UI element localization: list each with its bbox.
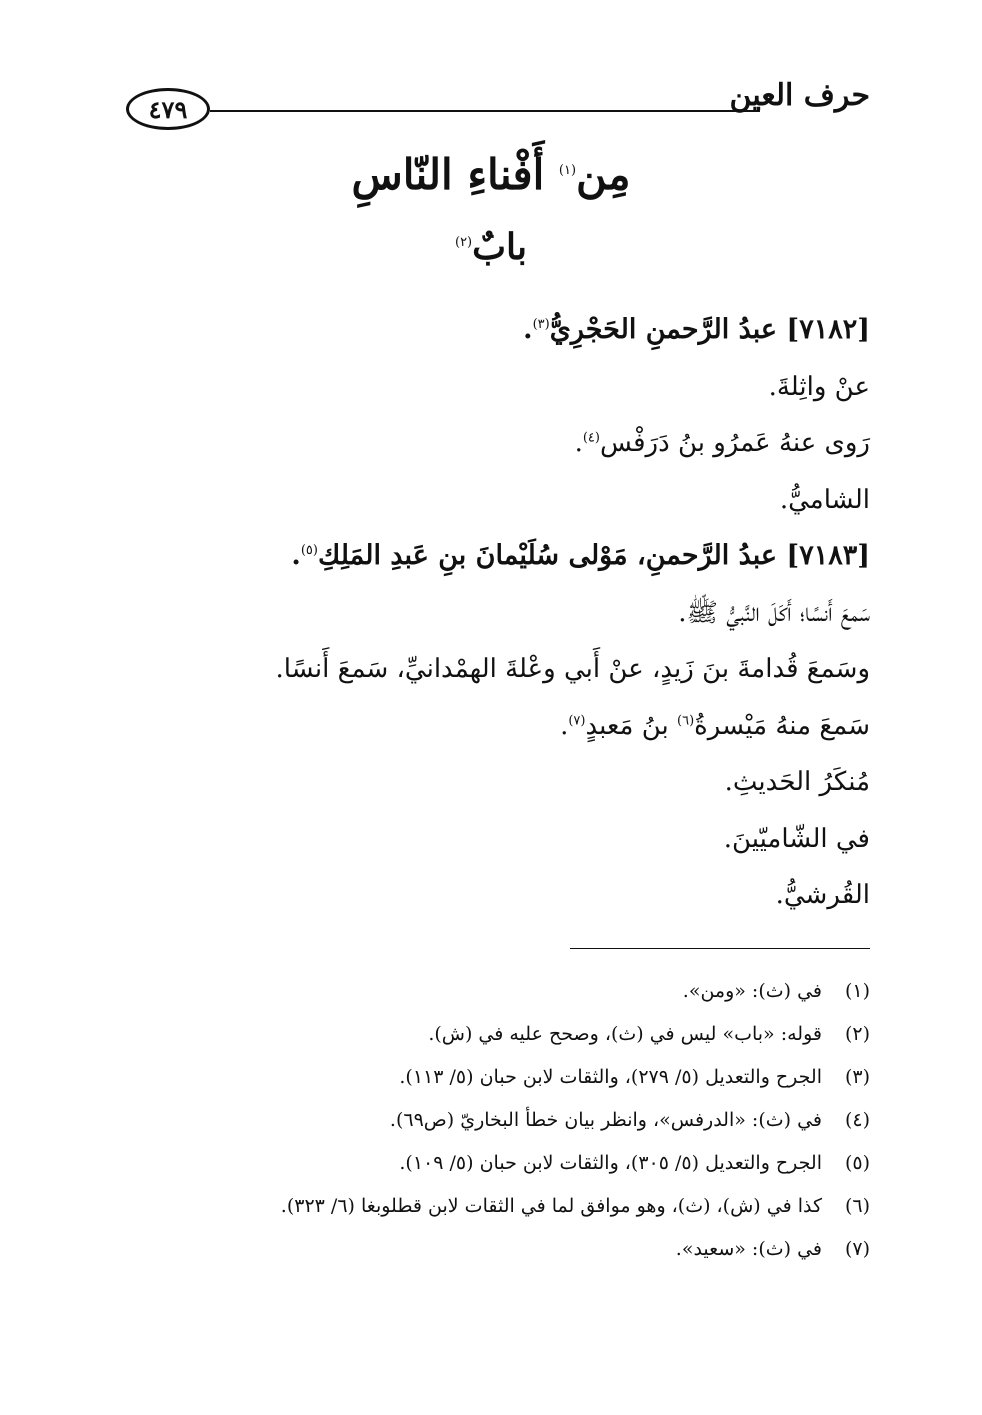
text-line: سَمعَ منهُ مَيْسرةُ$^{(٦)}$ بنُ مَعبدٍ$^{(٧)}$. bbox=[560, 710, 870, 741]
heading-rest: أَفْناءِ النّاسِ bbox=[351, 150, 545, 199]
footnote: (٢)قوله: «باب» ليس في (ث)، وصحح عليه في (ش). bbox=[428, 1023, 870, 1045]
header-rule bbox=[210, 110, 760, 112]
entry-line: [٧١٨٢] عبدُ الرَّحمنِ الحَجْرِيُّ$^{(٣)}$. bbox=[523, 314, 870, 345]
footnote: (٧)في (ث): «سعيد». bbox=[675, 1238, 870, 1260]
footnote: (١)في (ث): «ومن». bbox=[682, 980, 870, 1002]
text-line: القُرشيُّ. bbox=[775, 880, 870, 910]
footnote: (٣)الجرح والتعديل (٥/ ٢٧٩)، والثقات لابن حبان (٥/ ١١٣). bbox=[399, 1066, 870, 1088]
body-text bbox=[110, 302, 870, 924]
footnote: (٦)كذا في (ش)، (ث)، وهو موافق لما في الثقات لابن قطلوبغا (٦/ ٣٢٣). bbox=[280, 1195, 870, 1217]
footnote-separator bbox=[570, 948, 870, 949]
running-header-title: حرف العين bbox=[729, 78, 870, 113]
subsection-heading bbox=[0, 226, 982, 268]
text-line: رَوى عنهُ عَمرُو بنُ دَرَفْس$^{(٤)}$. bbox=[574, 428, 870, 458]
section-heading bbox=[0, 150, 982, 199]
text-line: في الشّاميّينَ. bbox=[723, 823, 870, 854]
footnote: (٤)في (ث): «الدرفس»، وانظر بيان خطأ البخاريّ (ص٦٩). bbox=[389, 1109, 870, 1131]
footnote-ref: (٣) bbox=[532, 317, 550, 332]
footnote-ref: (٦) bbox=[677, 712, 695, 728]
footnote-ref: (٥) bbox=[300, 543, 318, 558]
page-number-badge: ٤٧٩ bbox=[126, 88, 210, 130]
text-line: سَمعَ أَنسًا؛ أَكَلَ النَّبيُّ ﷺ. bbox=[678, 597, 870, 628]
footnote-ref: (١) bbox=[558, 163, 577, 178]
text-line: عنْ واثِلةَ. bbox=[768, 371, 870, 402]
text-line: وسَمعَ قُدامةَ بنَ زَيدٍ، عنْ أَبي وعْلةَ الهمْدانيِّ، سَمعَ أَنسًا. bbox=[275, 654, 870, 684]
entry-line: [٧١٨٣] عبدُ الرَّحمنِ، مَوْلى سُلَيْمانَ بنِ عَبدِ المَلِكِ$^{(٥)}$. bbox=[291, 540, 870, 571]
heading-word: مِن bbox=[576, 150, 631, 199]
footnotes bbox=[110, 970, 870, 1271]
subheading-text: بابٌ bbox=[472, 226, 528, 268]
footnote-ref: (٤) bbox=[582, 430, 600, 446]
footnote-ref: (٧) bbox=[568, 712, 586, 728]
text-line: مُنكَرُ الحَديثِ. bbox=[724, 767, 870, 797]
text-line: الشاميُّ. bbox=[779, 484, 870, 515]
footnote: (٥)الجرح والتعديل (٥/ ٣٠٥)، والثقات لابن حبان (٥/ ١٠٩). bbox=[399, 1152, 870, 1174]
footnote-ref: (٢) bbox=[454, 235, 473, 250]
